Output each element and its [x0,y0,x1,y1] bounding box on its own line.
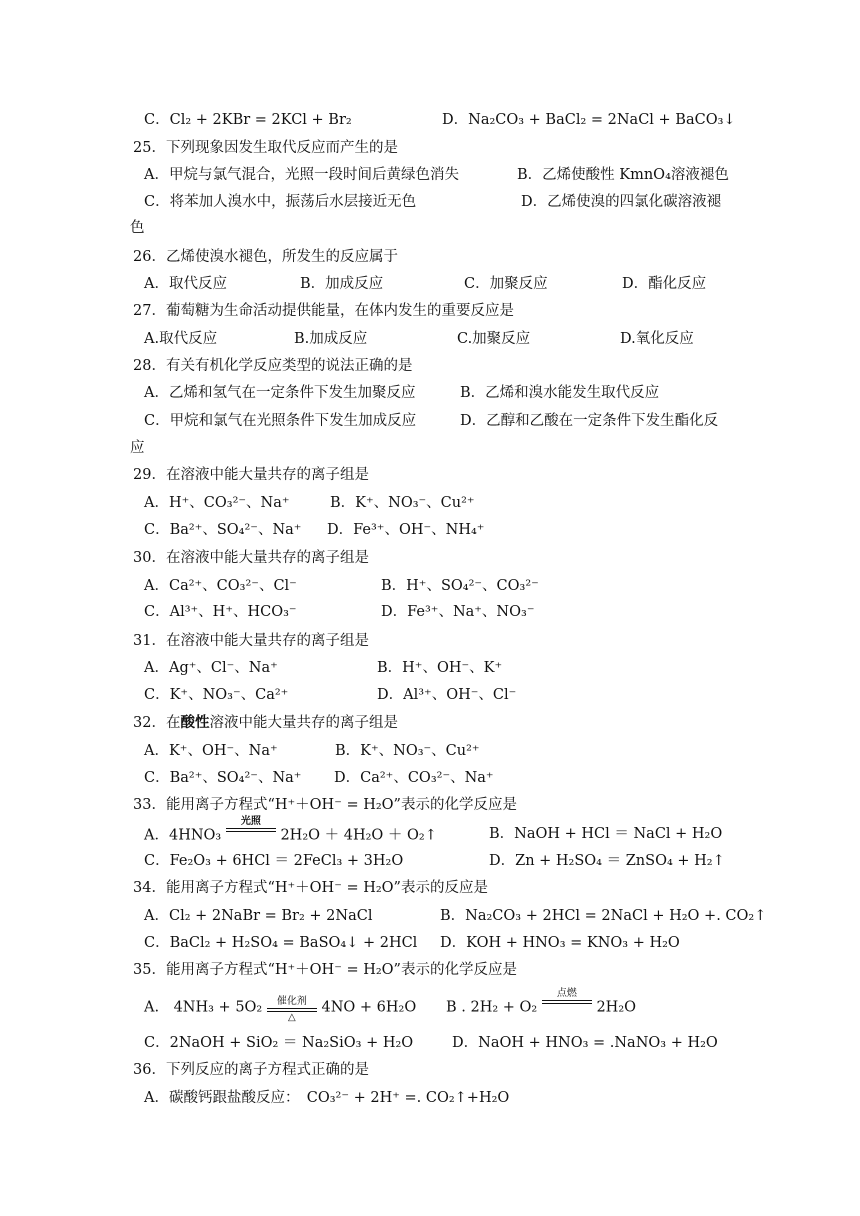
question-stem: 35．能用离子方程式“H⁺＋OH⁻ = H₂O”表示的化学反应是 [133,962,517,978]
q28-option-d-wrap [0,436,860,460]
q35-stem [0,958,860,982]
q29-options-cd [0,518,860,542]
q27-stem [0,299,860,323]
q26-option-c: C．加聚反应 [464,276,548,292]
q24-option-d: D．Na₂CO₃ + BaCl₂ = 2NaCl + BaCO₃↓ [442,112,736,128]
q29-options-ab [0,491,860,515]
q24-option-c: C．Cl₂ + 2KBr = 2KCl + Br₂ [144,112,352,128]
q31-option-a: A．Ag⁺、Cl⁻、Na⁺ [144,660,278,676]
question-stem: 36．下列反应的离子方程式正确的是 [133,1062,369,1078]
question-stem: 33．能用离子方程式“H⁺＋OH⁻ = H₂O”表示的化学反应是 [133,797,517,813]
q27-option-b: B.加成反应 [294,331,368,347]
q25-option-b: B．乙烯使酸性 KmnO₄溶液褪色 [517,167,729,183]
q26-option-b: B．加成反应 [300,276,384,292]
q34-options-cd [0,931,860,955]
q26-option-a: A．取代反应 [144,276,227,292]
q29-option-c: C．Ba²⁺、SO₄²⁻、Na⁺ [144,522,302,538]
question-stem: 26．乙烯使溴水褪色，所发生的反应属于 [133,249,398,265]
q34-option-d: D．KOH + HNO₃ = KNO₃ + H₂O [440,935,680,951]
q25-option-d-wrap [0,216,860,240]
q30-option-c: C．Al³⁺、H⁺、HCO₃⁻ [144,604,297,620]
q34-stem [0,876,860,900]
q27-options [0,327,860,351]
wrapped-text: 色 [130,220,145,236]
question-stem: 27．葡萄糖为生命活动提供能量，在体内发生的重要反应是 [133,303,514,319]
q32-option-b: B．K⁺、NO₃⁻、Cu²⁺ [335,743,480,759]
q31-options-cd [0,683,860,707]
q32-option-c: C．Ba²⁺、SO₄²⁻、Na⁺ [144,770,302,786]
q30-stem [0,546,860,570]
question-stem: 31．在溶液中能大量共存的离子组是 [133,633,369,649]
q25-option-a: A．甲烷与氯气混合，光照一段时间后黄绿色消失 [144,167,459,183]
q34-option-b: B．Na₂CO₃ + 2HCl = 2NaCl + H₂O +. CO₂↑ [440,908,767,924]
q31-option-d: D．Al³⁺、OH⁻、Cl⁻ [377,687,517,703]
q30-option-d: D．Fe³⁺、Na⁺、NO₃⁻ [381,604,535,620]
q32-stem [0,711,860,735]
q33-stem [0,793,860,817]
q28-option-b: B．乙烯和溴水能发生取代反应 [460,385,660,401]
reaction-arrow [542,988,592,1015]
q32-options-ab [0,739,860,763]
q31-option-b: B．H⁺、OH⁻、K⁺ [377,660,503,676]
q30-options-ab [0,574,860,598]
q35-option-c: C．2NaOH + SiO₂ ＝ Na₂SiO₃ + H₂O [144,1035,414,1051]
q32-option-d: D．Ca²⁺、CO₃²⁻、Na⁺ [334,770,494,786]
reaction-condition: 点燃 [556,988,577,999]
q27-option-c: C.加聚反应 [457,331,531,347]
question-stem: 32．在酸性溶液中能大量共存的离子组是 [133,714,398,731]
q33-option-b: B．NaOH + HCl ＝ NaCl + H₂O [489,826,723,842]
q29-option-d: D．Fe³⁺、OH⁻、NH₄⁺ [327,522,485,538]
q30-options-cd [0,600,860,624]
q36-option-a: A．碳酸钙跟盐酸反应： CO₃²⁻ + 2H⁺ =. CO₂↑+H₂O [144,1090,510,1106]
q28-option-a: A．乙烯和氢气在一定条件下发生加聚反应 [144,385,416,401]
q27-option-d: D.氧化反应 [620,331,694,347]
q29-option-b: B．K⁺、NO₃⁻、Cu²⁺ [330,495,475,511]
q33-option-c: C．Fe₂O₃ + 6HCl ＝ 2FeCl₃ + 3H₂O [144,853,404,869]
q33-options-ab [0,816,860,846]
q33-options-cd [0,849,860,873]
q28-option-c: C．甲烷和氯气在光照条件下发生加成反应 [144,413,417,429]
q29-stem [0,463,860,487]
q35-option-b: B . 2H₂ + O₂ 点燃 2H₂O [446,988,637,1016]
q35-options-cd [0,1031,860,1055]
q32-options-cd [0,766,860,790]
question-stem: 29．在溶液中能大量共存的离子组是 [133,467,369,483]
emphasis-text: 酸性 [180,714,210,731]
q30-option-b: B．H⁺、SO₄²⁻、CO₃²⁻ [381,578,539,594]
q25-option-c: C．将苯加人溴水中，振荡后水层接近无色 [144,194,417,210]
reaction-condition: 光照 [240,816,261,827]
q25-options-ab [0,163,860,187]
q35-option-d: D．NaOH + HNO₃ = .NaNO₃ + H₂O [452,1035,718,1051]
wrapped-text: 应 [130,440,145,456]
reaction-condition: 催化剂 [276,996,307,1007]
reaction-arrow [267,996,317,1023]
q24-options-cd [0,108,860,132]
q25-stem [0,136,860,160]
q33-option-d: D．Zn + H₂SO₄ ＝ ZnSO₄ + H₂↑ [489,853,725,869]
q32-option-a: A．K⁺、OH⁻、Na⁺ [144,743,278,759]
q31-option-c: C．K⁺、NO₃⁻、Ca²⁺ [144,687,289,703]
q28-option-d: D．乙醇和乙酸在一定条件下发生酯化反 [460,413,719,429]
reaction-arrow [226,816,276,843]
q29-option-a: A．H⁺、CO₃²⁻、Na⁺ [144,495,290,511]
q30-option-a: A．Ca²⁺、CO₃²⁻、Cl⁻ [144,578,297,594]
question-stem: 34．能用离子方程式“H⁺＋OH⁻ = H₂O”表示的反应是 [133,880,488,896]
q35-option-a: A. 4NH₃ + 5O₂ 催化剂 △ 4NO + 6H₂O [144,996,417,1023]
q36-stem [0,1058,860,1082]
q33-option-a: A．4HNO₃ 光照 2H₂O ＋ 4H₂O ＋ O₂↑ [144,816,437,844]
q35-options-ab [0,988,860,1023]
q34-options-ab [0,904,860,928]
q28-stem [0,354,860,378]
q28-options-ab [0,381,860,405]
q25-options-cd [0,190,860,214]
q36-option-a-line [0,1086,860,1110]
q26-stem [0,245,860,269]
question-stem: 30．在溶液中能大量共存的离子组是 [133,550,369,566]
q28-options-cd [0,409,860,433]
question-stem: 25．下列现象因发生取代反应而产生的是 [133,140,398,156]
q26-options [0,272,860,296]
q34-option-c: C．BaCl₂ + H₂SO₄ = BaSO₄↓ + 2HCl [144,935,418,951]
q31-options-ab [0,656,860,680]
q31-stem [0,629,860,653]
question-stem: 28．有关有机化学反应类型的说法正确的是 [133,358,413,374]
q25-option-d: D．乙烯使溴的四氯化碳溶液褪 [521,194,722,210]
q27-option-a: A.取代反应 [144,331,218,347]
q34-option-a: A．Cl₂ + 2NaBr = Br₂ + 2NaCl [144,908,373,924]
q26-option-d: D．酯化反应 [622,276,707,292]
heat-symbol: △ [288,1012,296,1023]
